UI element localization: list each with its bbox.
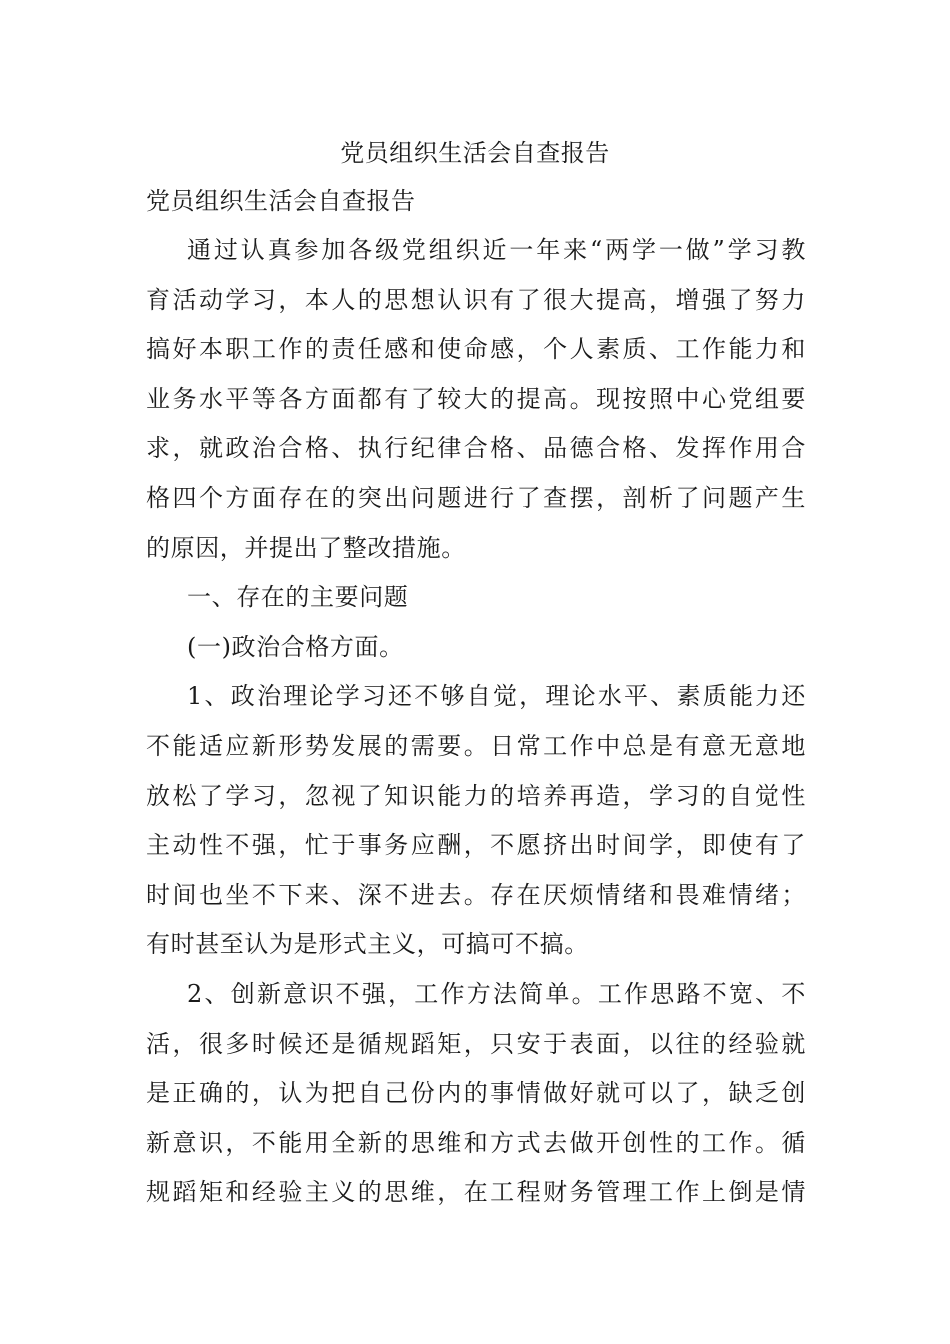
document-subtitle: 党员组织生活会自查报告 (146, 187, 416, 215)
subsection-heading: (一)政治合格方面。 (187, 632, 404, 661)
body-line: 活，很多时候还是循规蹈矩，只安于表面，以往的经验就 (146, 1029, 806, 1058)
body-line: 2、创新意识不强，工作方法简单。工作思路不宽、不 (187, 979, 806, 1008)
body-line: 时间也坐不下来、深不进去。存在厌烦情绪和畏难情绪； (146, 880, 806, 909)
body-line: 是正确的，认为把自己份内的事情做好就可以了，缺乏创 (146, 1079, 806, 1108)
body-line: 求，就政治合格、执行纪律合格、品德合格、发挥作用合 (146, 434, 806, 463)
body-line: 不能适应新形势发展的需要。日常工作中总是有意无意地 (146, 731, 806, 760)
section-heading: 一、存在的主要问题 (187, 583, 409, 612)
body-line: 有时甚至认为是形式主义，可搞可不搞。 (146, 930, 589, 959)
body-line: 业务水平等各方面都有了较大的提高。现按照中心党组要 (146, 384, 806, 413)
body-line: 规蹈矩和经验主义的思维，在工程财务管理工作上倒是情 (146, 1178, 806, 1207)
body-line: 搞好本职工作的责任感和使命感，个人素质、工作能力和 (146, 335, 806, 364)
body-line: 通过认真参加各级党组织近一年来“两学一做”学习教 (187, 236, 806, 264)
body-line: 的原因，并提出了整改措施。 (146, 533, 466, 562)
body-line: 育活动学习，本人的思想认识有了很大提高，增强了努力 (146, 285, 806, 314)
body-line: 1、政治理论学习还不够自觉，理论水平、素质能力还 (187, 682, 806, 711)
body-line: 主动性不强，忙于事务应酬，不愿挤出时间学，即使有了 (146, 831, 806, 860)
body-line: 放松了学习，忽视了知识能力的培养再造，学习的自觉性 (146, 781, 806, 810)
body-line: 新意识，不能用全新的思维和方式去做开创性的工作。循 (146, 1128, 806, 1157)
document-title: 党员组织生活会自查报告 (340, 139, 610, 167)
document-body (146, 229, 806, 1221)
body-line: 格四个方面存在的突出问题进行了查摆，剖析了问题产生 (146, 483, 806, 512)
